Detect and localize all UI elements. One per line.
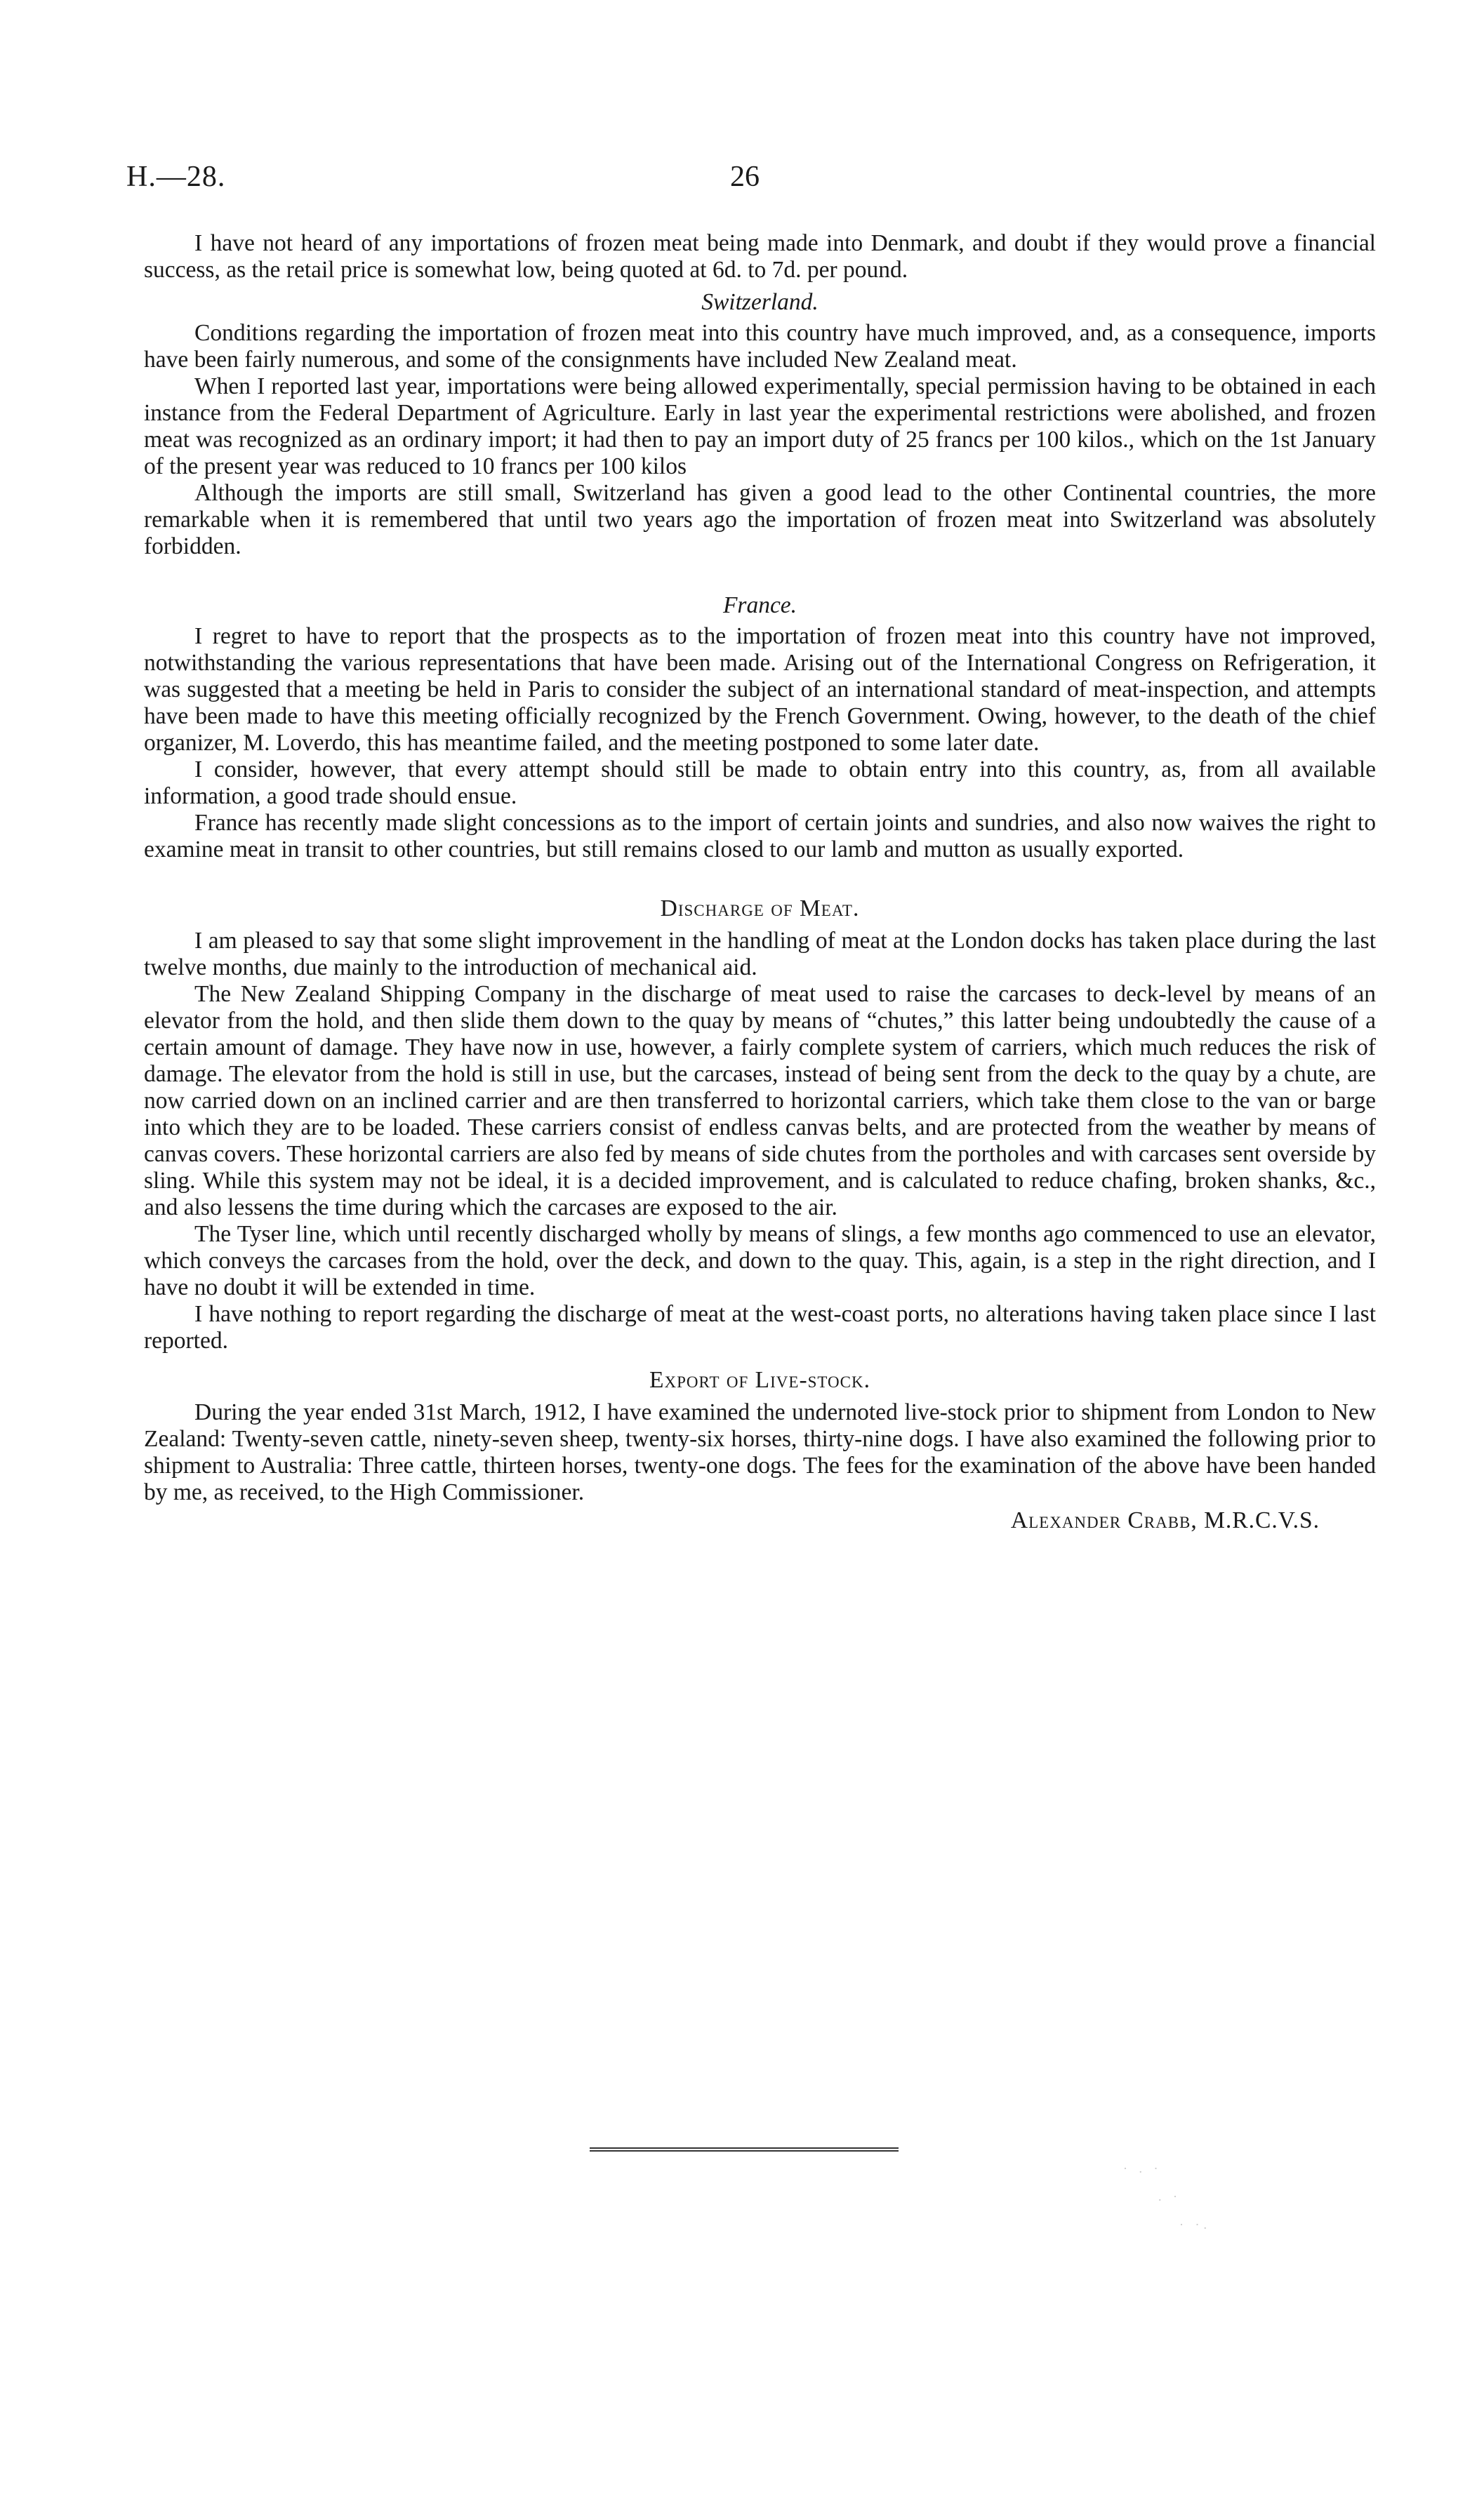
rule-line — [590, 2150, 899, 2152]
heading-discharge-of-meat: Discharge of Meat. — [660, 895, 860, 921]
section-spacer — [144, 560, 1376, 587]
paragraph-switzerland-1: Conditions regarding the importation of frozen meat into this country have much improved, and, as a consequence, imports have been fairly numerous, and some of the consignments have included New Zealand meat. — [144, 320, 1376, 373]
page-number: 26 — [730, 161, 760, 193]
body-text — [144, 230, 1376, 1534]
heading-france: France. — [722, 592, 797, 618]
print-speckle: · . · — [1123, 2161, 1162, 2175]
paragraph-france-2: I consider, however, that every attempt should still be made to obtain entry into this country, as, from all available information, a good trade should ensue. — [144, 756, 1376, 809]
paragraph-switzerland-3: Although the imports are still small, Switzerland has given a good lead to the other Continental countries, the more remarkable when it is remembered that until two years ago the importation of frozen meat into Switzerland was absolutely forbidden. — [144, 480, 1376, 559]
paragraph-discharge-3: The Tyser line, which until recently discharged wholly by means of slings, a few months ago commenced to use an elevator, which conveys the carcases from the hold, over the deck, and down to the quay. This, again, is a step in the right direction, and I have no doubt it will be extended in time. — [144, 1221, 1376, 1300]
running-header — [126, 160, 1362, 202]
paragraph-denmark: I have not heard of any importations of frozen meat being made into Denmark, and doubt if they would prove a financial success, as the retail price is somewhat low, being quoted at 6d. to 7d. per pound. — [144, 230, 1376, 283]
heading-switzerland: Switzerland. — [701, 289, 819, 315]
paragraph-discharge-1: I am pleased to say that some slight improvement in the handling of meat at the London docks has taken place during the last twelve months, due mainly to the introduction of mechanical aid. — [144, 928, 1376, 980]
paragraph-switzerland-2: When I reported last year, importations were being allowed experimentally, special permission having to be obtained in each instance from the Federal Department of Agriculture. Early in last year the experimental restrictions were abolished, and frozen meat was recognized as an ordinary import; it had then to pay an import duty of 25 francs per 100 kilos., which on the 1st January of the present year was reduced to 10 francs per 100 kilos — [144, 373, 1376, 479]
paragraph-france-1: I regret to have to report that the prospects as to the importation of frozen meat into this country have not improved, notwithstanding the various representations that have been made. Arising out of the International Congress on Refrigeration, it was suggested that a meeting be held in Paris to consider the subject of an international standard of meat-inspection, and attempts have been made to have this meeting officially recognized by the French Government. Owing, however, to the death of the chief organizer, M. Loverdo, this has meantime failed, and the meeting postponed to some later date. — [144, 623, 1376, 756]
print-speckle: · ·. — [1179, 2218, 1211, 2232]
rule-line — [590, 2147, 899, 2149]
paragraph-france-3: France has recently made slight concessions as to the import of certain joints and sundries, and also now waives the right to examine meat in transit to other countries, but still remains closed to our lamb and mutton as usually exported. — [144, 810, 1376, 862]
print-speckle: . · — [1158, 2189, 1181, 2204]
paragraph-discharge-4: I have nothing to report regarding the discharge of meat at the west-coast ports, no alterations having taken place since I last reported. — [144, 1301, 1376, 1354]
paragraph-livestock-1: During the year ended 31st March, 1912, I have examined the undernoted live-stock prior to shipment from London to New Zealand: Twenty-seven cattle, ninety-seven sheep, twenty-six horses, thirty-nine dogs. I have also examined the following prior to shipment to Australia: Three cattle, thirteen horses, twenty-one dogs. The fees for the examination of the above have been handed by me, as received, to the High Commissioner. — [144, 1399, 1376, 1505]
heading-export-of-live-stock: Export of Live-stock. — [649, 1367, 870, 1393]
paragraph-discharge-2: The New Zealand Shipping Company in the discharge of meat used to raise the carcases to deck-level by means of an elevator from the hold, and then slide them down to the quay by means of “chutes,” this latter being undoubtedly the cause of a certain amount of damage. They have now in use, however, a fairly complete system of carriers, which much reduces the risk of damage. The elevator from the hold is still in use, but the carcases, instead of being sent from the deck to the quay by a chute, are now carried down on an inclined carrier and are then transferred to horizontal carriers, which take them close to the van or barge into which they are to be loaded. These carriers consist of endless canvas belts, and are protected from the weather by means of canvas covers. These horizontal carriers are also fed by means of side chutes from the portholes and with carcases sent overside by sling. While this system may not be ideal, it is a decided improvement, and is calculated to reduce chafing, broken shanks, &c., and also lessens the time during which the carcases are exposed to the air. — [144, 981, 1376, 1220]
closing-double-rule — [590, 2147, 899, 2152]
section-spacer — [144, 863, 1376, 890]
signature: Alexander Crabb, M.R.C.V.S. — [1010, 1507, 1320, 1533]
document-reference: H.—28. — [126, 161, 226, 193]
